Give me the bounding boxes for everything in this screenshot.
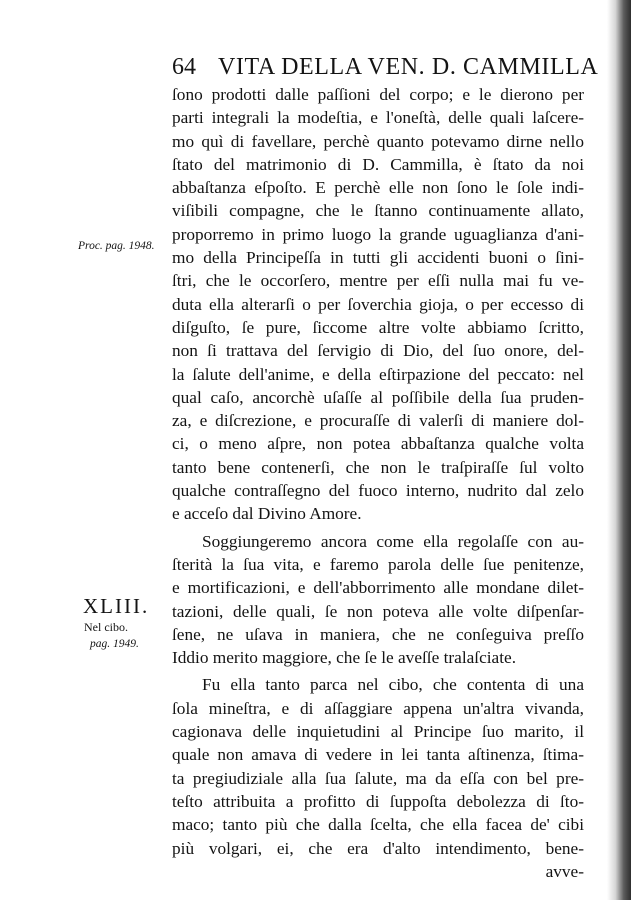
text-line: ſono prodotti dalle paſſioni del corpo; e le dierono per — [172, 85, 584, 104]
text-line: mo della Principeſſa in tutti gli accidenti buoni o ſini- — [172, 248, 584, 268]
text-line: Iddio merito maggiore, che ſe le aveſſe tralaſciate. — [172, 648, 517, 668]
section-number: XLIII. — [83, 594, 150, 618]
text-line: diſguſto, ſe pure, ſiccome altre volte abbiamo ſcritto, — [172, 317, 584, 337]
text-line: proporremo in primo luogo la grande uguaglianza d'ani- — [172, 224, 584, 244]
text-line: più volgari, ei, che era d'alto intendimento, bene- — [172, 838, 584, 858]
text-line: ſola mineſtra, e di aſſaggiare appena un'altra vivanda, — [172, 698, 584, 718]
page-edge-shadow — [607, 0, 631, 900]
text-line: e mortificazioni, e dell'abborrimento alle mondane dilet- — [172, 578, 584, 598]
section-title: Nel cibo. — [84, 620, 128, 634]
text-line: parti integrali la modeſtia, e l'oneſtà, delle quali laſcere- — [172, 108, 584, 128]
text-line: qualche contraſſegno del fuoco interno, nudrito dal zelo — [172, 481, 584, 501]
text-line: ſterità la ſua vita, e faremo parola delle ſue penitenze, — [172, 554, 584, 574]
text-line: ci, o meno aſpre, non potea abbaſtanza qualche volta — [172, 434, 584, 454]
text-line: e acceſo dal Divino Amore. — [172, 504, 362, 524]
page-number: 64 — [172, 54, 196, 80]
text-line: quale non amava di vedere in lei tanta aſtinenza, ſtima- — [172, 745, 584, 765]
text-line: Soggiungeremo ancora come ella regolaſſe con au- — [202, 531, 584, 551]
text-line: la ſalute dell'anime, e della eſtirpazione del peccato: nel — [172, 364, 584, 384]
text-line: qual caſo, ancorchè uſaſſe al poſſibile della ſua pruden- — [172, 387, 584, 407]
text-line: ta pregiudiziale alla ſua ſalute, ma da eſſa con bel pre- — [172, 768, 584, 788]
page-header — [172, 54, 598, 81]
text-line: Fu ella tanto parca nel cibo, che contenta di una — [202, 675, 584, 695]
text-line: teſto attribuita a profitto di ſuppoſta debolezza di ſto- — [172, 791, 584, 811]
margin-process-reference: Proc. pag. 1948. — [78, 240, 155, 252]
text-line: tanto bene contenerſi, che non le traſpiraſſe ſul volto — [172, 457, 584, 477]
text-line: tazioni, delle quali, ſe non poteva alle volte diſpenſar- — [172, 601, 584, 621]
text-line: ſene, ne uſava in maniera, che ne conſeguiva preſſo — [172, 624, 584, 644]
text-line: duta ella alterarſi o per ſoverchia gioja, o per eccesso di — [172, 294, 584, 314]
body-text — [172, 83, 584, 883]
text-line: abbaſtanza eſpoſto. E perchè elle non ſono le ſole indi- — [172, 178, 584, 198]
text-line: viſibili compagne, che le ſtanno continuamente allato, — [172, 201, 584, 221]
text-line: za, e diſcrezione, e procuraſſe di valerſi di maniere dol- — [172, 411, 584, 431]
margin-page-reference: pag. 1949. — [90, 638, 139, 650]
text-line: cagionava delle inquietudini al Principe ſuo marito, il — [172, 722, 584, 742]
text-line: non ſi trattava del ſervigio di Dio, del ſuo onore, del- — [172, 341, 584, 361]
text-line: maco; tanto più che dalla ſcelta, che ella facea de' cibi — [172, 815, 584, 835]
text-line: ſtato del matrimonio di D. Cammilla, è ſtato da noi — [172, 154, 584, 174]
running-title: VITA DELLA VEN. D. CAMMILLA — [218, 54, 599, 80]
catchword: avve- — [545, 861, 584, 881]
text-line: mo quì di favellare, perchè quanto potevamo dirne nello — [172, 131, 584, 151]
text-line: ſtri, che le occorſero, mentre per eſſi nulla mai fu ve- — [172, 271, 584, 291]
